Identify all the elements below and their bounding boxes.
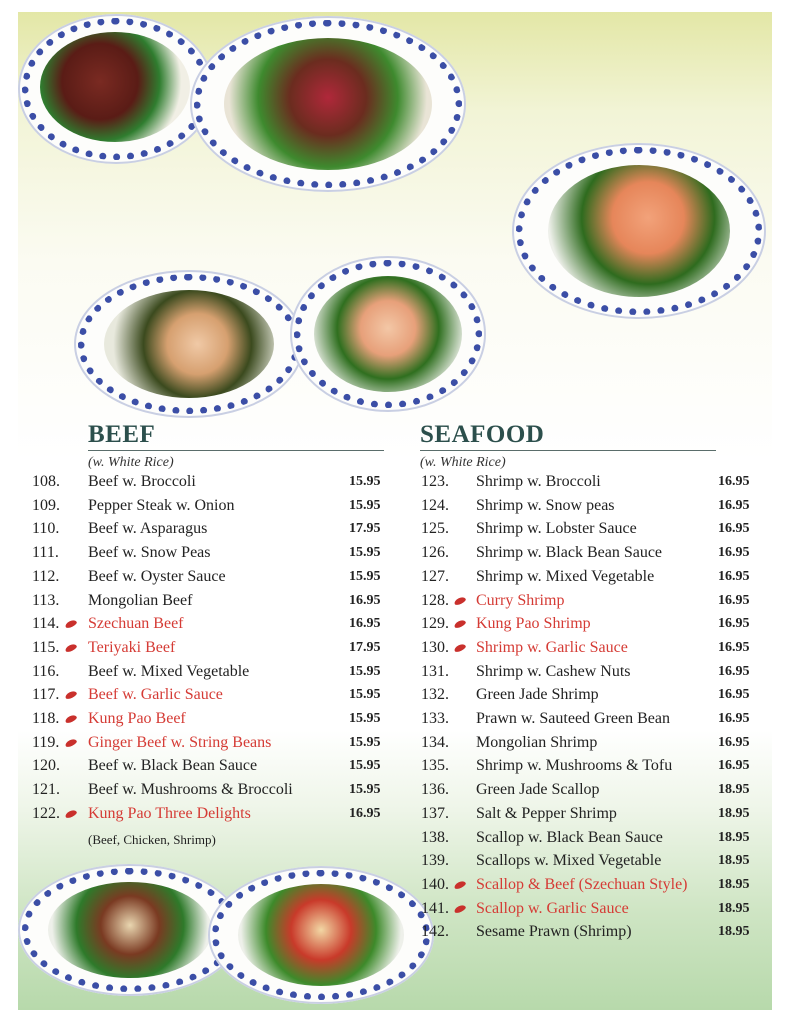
menu-item — [421, 663, 756, 685]
dish-photo-shrimp-vegetables — [74, 270, 304, 418]
menu-item-price: 16.95 — [718, 639, 750, 655]
menu-item-price: 15.95 — [349, 758, 381, 774]
menu-item-price: 15.95 — [349, 711, 381, 726]
chili-pepper-icon — [64, 619, 77, 630]
menu-item — [421, 923, 756, 945]
menu-item — [32, 781, 388, 803]
chili-pepper-icon — [64, 690, 77, 701]
menu-item-number: 135. — [421, 757, 449, 775]
menu-item-name: Shrimp w. Black Bean Sauce — [476, 544, 663, 562]
menu-item-name: Kung Pao Three Delights — [88, 804, 251, 822]
menu-item-number: 130. — [421, 638, 449, 656]
menu-item — [32, 639, 388, 661]
menu-item-name: Beef w. Mixed Vegetable — [88, 662, 250, 680]
beef-item-note: (Beef, Chicken, Shrimp) — [88, 832, 216, 847]
menu-item-number: 142. — [421, 923, 449, 941]
menu-item-price: 16.95 — [349, 805, 381, 821]
menu-item-name: Salt & Pepper Shrimp — [476, 804, 617, 822]
menu-item-name: Beef w. Garlic Sauce — [88, 686, 223, 704]
menu-item — [32, 734, 388, 756]
menu-item-number: 115. — [32, 638, 60, 656]
chili-pepper-icon — [453, 880, 466, 891]
menu-item-number: 108. — [32, 473, 60, 490]
dish-photo-kung-pao — [208, 866, 434, 1004]
menu-item-name: Scallop w. Black Bean Sauce — [476, 828, 663, 846]
menu-item-name: Scallop w. Garlic Sauce — [476, 899, 629, 917]
menu-item-name: Teriyaki Beef — [88, 638, 176, 656]
seafood-section-header — [420, 421, 716, 471]
menu-item — [32, 805, 388, 827]
menu-item-name: Ginger Beef w. String Beans — [88, 733, 272, 751]
menu-item-price: 18.95 — [718, 805, 750, 821]
menu-item-name: Beef w. Mushrooms & Broccoli — [88, 781, 293, 799]
menu-item-price: 18.95 — [718, 829, 750, 845]
menu-item — [32, 520, 388, 542]
menu-item-price: 16.95 — [718, 545, 750, 561]
menu-item-name: Prawn w. Sauteed Green Bean — [476, 710, 671, 727]
menu-item-price: 18.95 — [718, 876, 750, 892]
menu-item-number: 111. — [32, 544, 59, 562]
menu-item-price: 15.95 — [349, 663, 381, 679]
menu-item-price: 16.95 — [718, 758, 750, 774]
menu-item — [421, 734, 756, 756]
menu-item — [421, 615, 756, 637]
menu-item-price: 16.95 — [718, 592, 750, 608]
menu-item-number: 137. — [421, 804, 449, 822]
menu-item — [32, 497, 388, 519]
menu-item-number: 120. — [32, 757, 60, 775]
menu-item-number: 132. — [421, 686, 449, 704]
menu-item — [421, 829, 756, 851]
menu-item-price: 16.95 — [349, 592, 381, 608]
menu-item-number: 112. — [32, 567, 60, 585]
menu-item — [421, 473, 756, 495]
menu-item — [32, 592, 388, 614]
menu-item-name: Mongolian Shrimp — [476, 733, 598, 751]
menu-item-name: Sesame Prawn (Shrimp) — [476, 923, 632, 941]
menu-item-price: 15.95 — [349, 734, 381, 750]
menu-item-number: 141. — [421, 899, 449, 917]
menu-item — [421, 805, 756, 827]
menu-item-name: Shrimp w. Mixed Vegetable — [476, 567, 655, 585]
beef-section-divider — [88, 450, 384, 451]
menu-item — [421, 710, 756, 732]
menu-item-number: 116. — [32, 662, 60, 680]
menu-item — [421, 568, 756, 590]
menu-item-name: Beef w. Broccoli — [88, 473, 196, 490]
menu-item-price: 15.95 — [349, 782, 381, 798]
beef-section-title: BEEF — [88, 421, 156, 448]
menu-item-name: Beef w. Black Bean Sauce — [88, 757, 258, 775]
menu-item-name: Pepper Steak w. Onion — [88, 496, 235, 514]
menu-item-number: 123. — [421, 473, 449, 490]
menu-item — [32, 710, 388, 732]
menu-item-number: 134. — [421, 733, 449, 751]
menu-item-number: 125. — [421, 520, 449, 538]
dish-photo-beef-peppers — [18, 14, 214, 164]
menu-item — [32, 473, 388, 495]
menu-item-price: 16.95 — [718, 568, 750, 584]
menu-item-number: 133. — [421, 710, 449, 727]
menu-item-number: 131. — [421, 662, 449, 680]
menu-item — [32, 757, 388, 779]
menu-item-number: 124. — [421, 496, 449, 514]
menu-item — [32, 568, 388, 590]
menu-item-name: Green Jade Scallop — [476, 781, 600, 799]
beef-section-subtitle: (w. White Rice) — [88, 455, 174, 470]
menu-item-price: 15.95 — [349, 568, 381, 584]
menu-item — [421, 592, 756, 614]
menu-item-name: Green Jade Shrimp — [476, 686, 599, 704]
menu-item-name: Shrimp w. Lobster Sauce — [476, 520, 637, 538]
menu-item-number: 122. — [32, 804, 60, 822]
menu-item-number: 138. — [421, 828, 449, 846]
chili-pepper-icon — [64, 737, 77, 748]
menu-item-number: 126. — [421, 544, 449, 562]
menu-item-price: 15.95 — [349, 474, 381, 489]
menu-item-price: 18.95 — [718, 924, 750, 940]
menu-item-price: 16.95 — [718, 687, 750, 703]
menu-item — [421, 639, 756, 661]
menu-item — [421, 757, 756, 779]
menu-item-price: 16.95 — [718, 711, 750, 726]
chili-pepper-icon — [453, 643, 466, 654]
menu-item-number: 119. — [32, 733, 60, 751]
menu-item-name: Curry Shrimp — [476, 591, 565, 609]
menu-item-name: Shrimp w. Broccoli — [476, 473, 601, 490]
chili-pepper-icon — [64, 714, 77, 725]
menu-item-number: 140. — [421, 875, 449, 893]
menu-item — [421, 520, 756, 542]
menu-item-number: 129. — [421, 615, 449, 633]
menu-item-name: Shrimp w. Garlic Sauce — [476, 638, 628, 656]
menu-item-number: 136. — [421, 781, 449, 799]
menu-item — [32, 686, 388, 708]
chili-pepper-icon — [64, 643, 77, 654]
menu-item-number: 128. — [421, 591, 449, 609]
dish-photo-shrimp-broccoli — [512, 143, 766, 319]
menu-item-price: 15.95 — [349, 687, 381, 703]
menu-item-price: 16.95 — [718, 521, 750, 537]
menu-item-number: 121. — [32, 781, 60, 799]
seafood-section-divider — [420, 450, 716, 451]
menu-item-number: 114. — [32, 615, 60, 633]
beef-section-header — [88, 421, 384, 471]
menu-item-name: Shrimp w. Mushrooms & Tofu — [476, 757, 673, 775]
chili-pepper-icon — [64, 809, 77, 820]
menu-item-price: 18.95 — [718, 900, 750, 916]
menu-item-name: Kung Pao Beef — [88, 710, 186, 727]
seafood-section-title: SEAFOOD — [420, 421, 545, 448]
menu-item — [32, 615, 388, 637]
menu-item-price: 18.95 — [718, 782, 750, 798]
menu-item-number: 127. — [421, 567, 449, 585]
chili-pepper-icon — [453, 619, 466, 630]
menu-item — [421, 876, 756, 898]
menu-item-name: Kung Pao Shrimp — [476, 615, 591, 633]
menu-item-price: 16.95 — [718, 474, 750, 489]
menu-item — [421, 544, 756, 566]
menu-item-number: 113. — [32, 591, 60, 609]
menu-item — [421, 900, 756, 922]
menu-item-name: Scallops w. Mixed Vegetable — [476, 852, 662, 870]
menu-item-price: 16.95 — [718, 734, 750, 750]
menu-item — [32, 663, 388, 685]
menu-item-name: Shrimp w. Cashew Nuts — [476, 662, 631, 680]
menu-item — [421, 781, 756, 803]
menu-item — [421, 852, 756, 874]
menu-item — [421, 686, 756, 708]
menu-item-price: 16.95 — [349, 616, 381, 632]
menu-item-price: 15.95 — [349, 497, 381, 513]
menu-item-number: 139. — [421, 852, 449, 870]
menu-item-name: Scallop & Beef (Szechuan Style) — [476, 875, 688, 893]
menu-item-name: Beef w. Asparagus — [88, 520, 208, 538]
menu-item-price: 16.95 — [718, 616, 750, 632]
dish-photo-beef-vegetables — [190, 16, 466, 192]
menu-item-number: 110. — [32, 520, 60, 538]
menu-item — [32, 544, 388, 566]
menu-item-name: Mongolian Beef — [88, 591, 193, 609]
menu-item-price: 17.95 — [349, 521, 381, 537]
menu-item-name: Szechuan Beef — [88, 615, 184, 633]
menu-item-price: 18.95 — [718, 853, 750, 869]
menu-item — [421, 497, 756, 519]
menu-item-price: 17.95 — [349, 639, 381, 655]
chili-pepper-icon — [453, 903, 466, 914]
menu-item-name: Beef w. Oyster Sauce — [88, 567, 226, 585]
menu-item-number: 109. — [32, 496, 60, 514]
menu-item-number: 117. — [32, 686, 60, 704]
chili-pepper-icon — [453, 595, 466, 606]
dish-photo-prawn-green-beans — [290, 256, 486, 412]
menu-item-number: 118. — [32, 710, 60, 727]
menu-item-price: 16.95 — [718, 663, 750, 679]
menu-item-name: Beef w. Snow Peas — [88, 544, 211, 562]
menu-item-name: Shrimp w. Snow peas — [476, 496, 615, 514]
menu-item-price: 16.95 — [718, 497, 750, 513]
seafood-section-subtitle: (w. White Rice) — [420, 455, 506, 470]
menu-item-price: 15.95 — [349, 545, 381, 561]
